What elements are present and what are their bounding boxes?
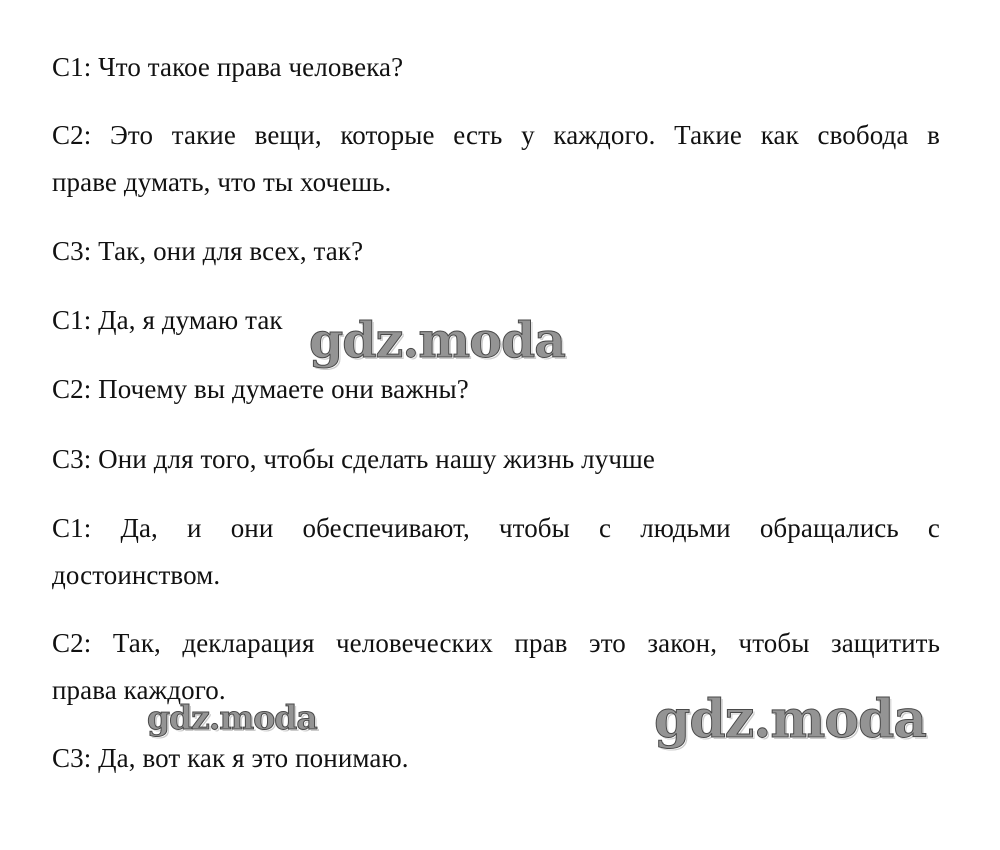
watermark-logo: gdz.moda [147, 698, 317, 737]
watermark-logo: gdz.moda [654, 689, 927, 750]
dialogue-line-8a: С2: Так, декларация человеческих прав это закон, чтобы защитить [52, 628, 940, 658]
dialogue-line-9: С3: Да, вот как я это понимаю. [52, 743, 409, 773]
dialogue-line-2a: С2: Это такие вещи, которые есть у каждого. Такие как свобода в [52, 120, 940, 150]
watermark-logo: gdz.moda [309, 311, 565, 369]
dialogue-line-1: С1: Что такое права человека? [52, 52, 404, 82]
dialogue-line-6: С3: Они для того, чтобы сделать нашу жизнь лучше [52, 444, 655, 474]
dialogue-line-8b: права каждого. [52, 675, 226, 705]
dialogue-line-2b: праве думать, что ты хочешь. [52, 167, 392, 197]
dialogue-line-5: С2: Почему вы думаете они важны? [52, 374, 469, 404]
dialogue-line-7a: С1: Да, и они обеспечивают, чтобы с людьми обращались с [52, 513, 940, 543]
dialogue-line-7b: достоинством. [52, 560, 221, 590]
dialogue-line-4: С1: Да, я думаю так [52, 305, 283, 335]
dialogue-line-3: С3: Так, они для всех, так? [52, 236, 364, 266]
